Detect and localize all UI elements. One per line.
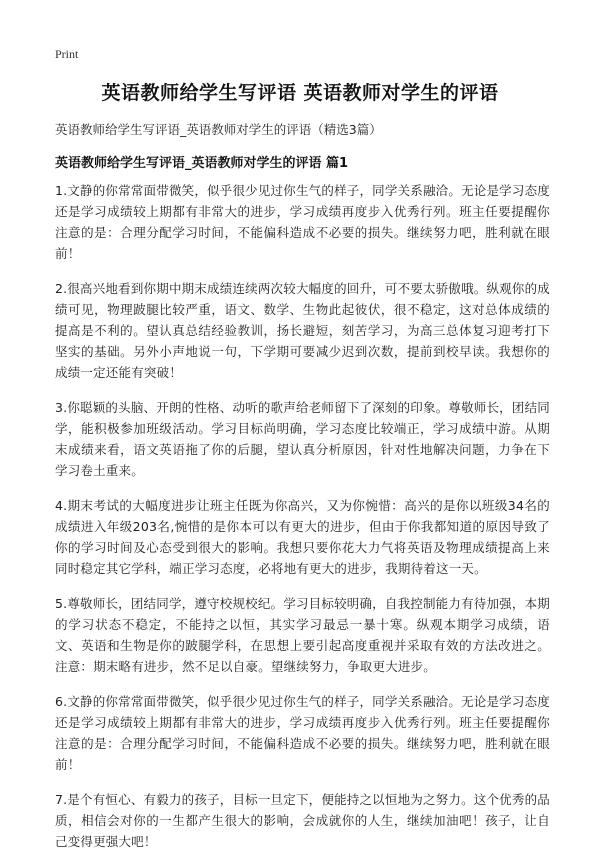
comment-paragraph-7: 7.是个有恒心、有毅力的孩子，目标一旦定下，便能持之以恒地为之努力。这个优秀的品质，相信会对你的一生都产生很大的影响，会成就你的人生，继续加油吧！孩子，让自己变得更强大吧！ (55, 792, 550, 849)
document-subtitle: 英语教师给学生写评语_英语教师对学生的评语（精选3篇） (55, 122, 382, 137)
comment-paragraph-3: 3.你聪颖的头脑、开朗的性格、动听的歌声给老师留下了深刻的印象。尊敬师长，团结同学，能积极参加班级活动。学习目标尚明确，学习态度比较端正，学习成绩中游。从期末成绩来看，语文英语拖了你的后腿，望认真分析原因，针对性地解决问题，力争在下学习卷土重来。 (55, 400, 550, 478)
comment-list (55, 180, 550, 866)
comment-paragraph-4: 4.期末考试的大幅度进步让班主任既为你高兴，又为你惋惜：高兴的是你以班级34名的成绩进入年级203名,惋惜的是你本可以有更大的进步，但由于你我都知道的原因导致了你的学习时间及心态受到很大的影响。我想只要你花大力气将英语及物理成绩提高上来同时稳定其它学科，端正学习态度，必将地有更大的进步，我期待着这一天。 (55, 498, 550, 576)
print-link[interactable]: Print (55, 47, 79, 61)
comment-paragraph-6: 6.文静的你常常面带微笑，似乎很少见过你生气的样子，同学关系融洽。无论是学习态度还是学习成绩较上期都有非常大的进步，学习成绩再度步入优秀行列。班主任要提醒你注意的是：合理分配学习时间，不能偏科造成不必要的损失。继续努力吧，胜利就在眼前！ (55, 694, 550, 772)
comment-paragraph-1: 1.文静的你常常面带微笑，似乎很少见过你生气的样子，同学关系融洽。无论是学习态度还是学习成绩较上期都有非常大的进步，学习成绩再度步入优秀行列。班主任要提醒你注意的是：合理分配学习时间，不能偏科造成不必要的损失。继续努力吧，胜利就在眼前！ (55, 183, 550, 261)
comment-paragraph-5: 5.尊敬师长，团结同学，遵守校规校纪。学习目标较明确，自我控制能力有待加强，本期的学习状态不稳定，不能持之以恒，其实学习最忌一暴十寒。纵观本期学习成绩，语文、英语和生物是你的跛腿学科，在思想上要引起高度重视并采取有效的方法改进之。注意：期末略有进步，然不足以自豪。望继续努力，争取更大进步。 (55, 596, 550, 674)
section-heading: 英语教师给学生写评语_英语教师对学生的评语 篇1 (55, 156, 349, 171)
comment-paragraph-2: 2.很高兴地看到你期中期末成绩连续两次较大幅度的回升，可不要太骄傲哦。纵观你的成绩可见，物理跛腿比较严重，语文、数学、生物此起彼伏，很不稳定，这对总体成绩的提高是不利的。望认真总结经验教训，扬长避短，刻苦学习，为高三总体复习迎考打下坚实的基础。另外小声地说一句，下学期可要减少迟到次数，提前到校早读。我想你的成绩一定还能有突破！ (55, 281, 550, 380)
page-title: 英语教师给学生写评语 英语教师对学生的评语 (101, 82, 499, 104)
